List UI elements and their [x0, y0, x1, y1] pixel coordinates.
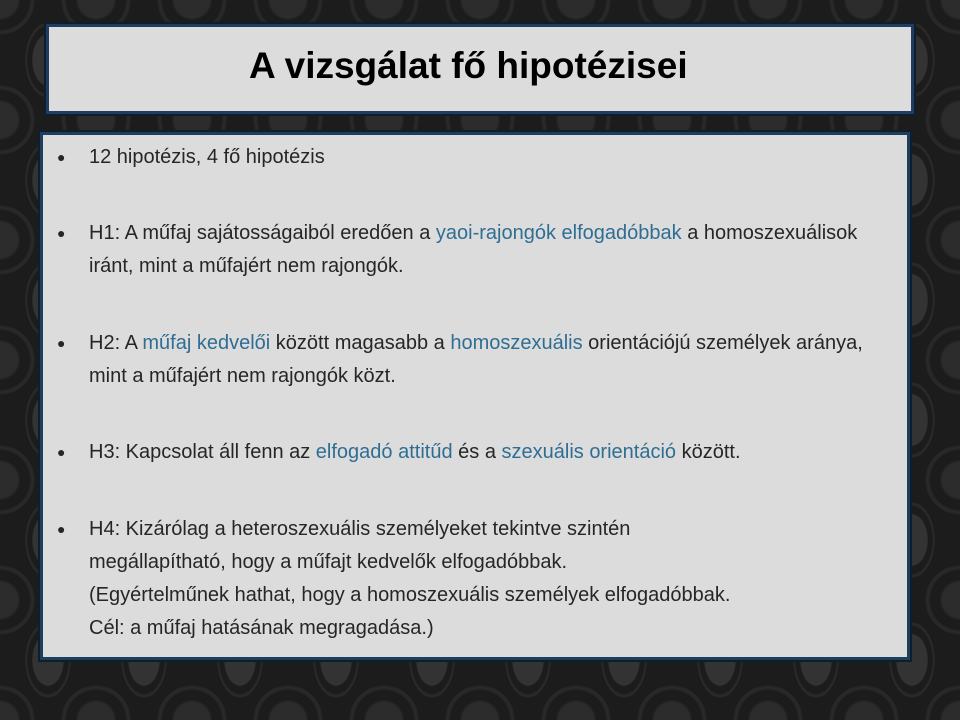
- highlighted-term: műfaj kedvelői: [142, 332, 271, 354]
- bullet-line: megállapítható, hogy a műfajt kedvelők elfogadóbbak.: [89, 551, 568, 573]
- highlighted-term: yaoi-rajongók elfogadóbbak: [435, 222, 682, 244]
- highlighted-term: szexuális orientáció: [501, 441, 677, 463]
- bullet-text-part: H3: Kapcsolat áll fenn az: [89, 441, 316, 463]
- bullet-text-part: a homoszexuálisok iránt, mint a műfajért nem rajongók.: [89, 222, 858, 277]
- bullet-text-part: között magasabb a: [270, 332, 451, 354]
- bullet-text: [89, 217, 889, 283]
- bullet-line: (Egyértelműnek hathat, hogy a homoszexuális személyek elfogadóbbak.: [89, 584, 731, 606]
- bullet-text: [89, 513, 889, 645]
- slide-title: A vizsgálat fő hipotézisei: [249, 45, 688, 86]
- bullet-dot-icon: ●: [57, 149, 66, 165]
- highlighted-term: elfogadó attitűd: [315, 441, 453, 463]
- bullet-dot-icon: ●: [57, 444, 66, 460]
- bullet-text-part: H1: A műfaj sajátosságaiból eredően a: [89, 222, 436, 244]
- bullet-text-part: között.: [676, 441, 741, 463]
- bullet-line: Cél: a műfaj hatásának megragadása.): [89, 617, 434, 639]
- bullet-text-part: H2: A: [89, 332, 143, 354]
- bullet-text-part: 12 hipotézis, 4 fő hipotézis: [89, 146, 325, 168]
- bullet-dot-icon: ●: [57, 335, 66, 351]
- bullet-line: H4: Kizárólag a heteroszexuális személyeket tekintve szintén: [89, 518, 631, 540]
- bullet-text-part: és a: [452, 441, 502, 463]
- highlighted-term: homoszexuális: [450, 332, 583, 354]
- title-panel: [46, 24, 914, 114]
- bullet-text: [89, 141, 889, 174]
- bullet-text-part: orientációjú személyek aránya, mint a műfajért nem rajongók közt.: [89, 332, 863, 387]
- bullet-text: [89, 327, 889, 393]
- bullet-dot-icon: ●: [57, 225, 66, 241]
- content-panel: [40, 132, 910, 660]
- bullet-dot-icon: ●: [57, 521, 66, 537]
- bullet-text: [89, 436, 889, 469]
